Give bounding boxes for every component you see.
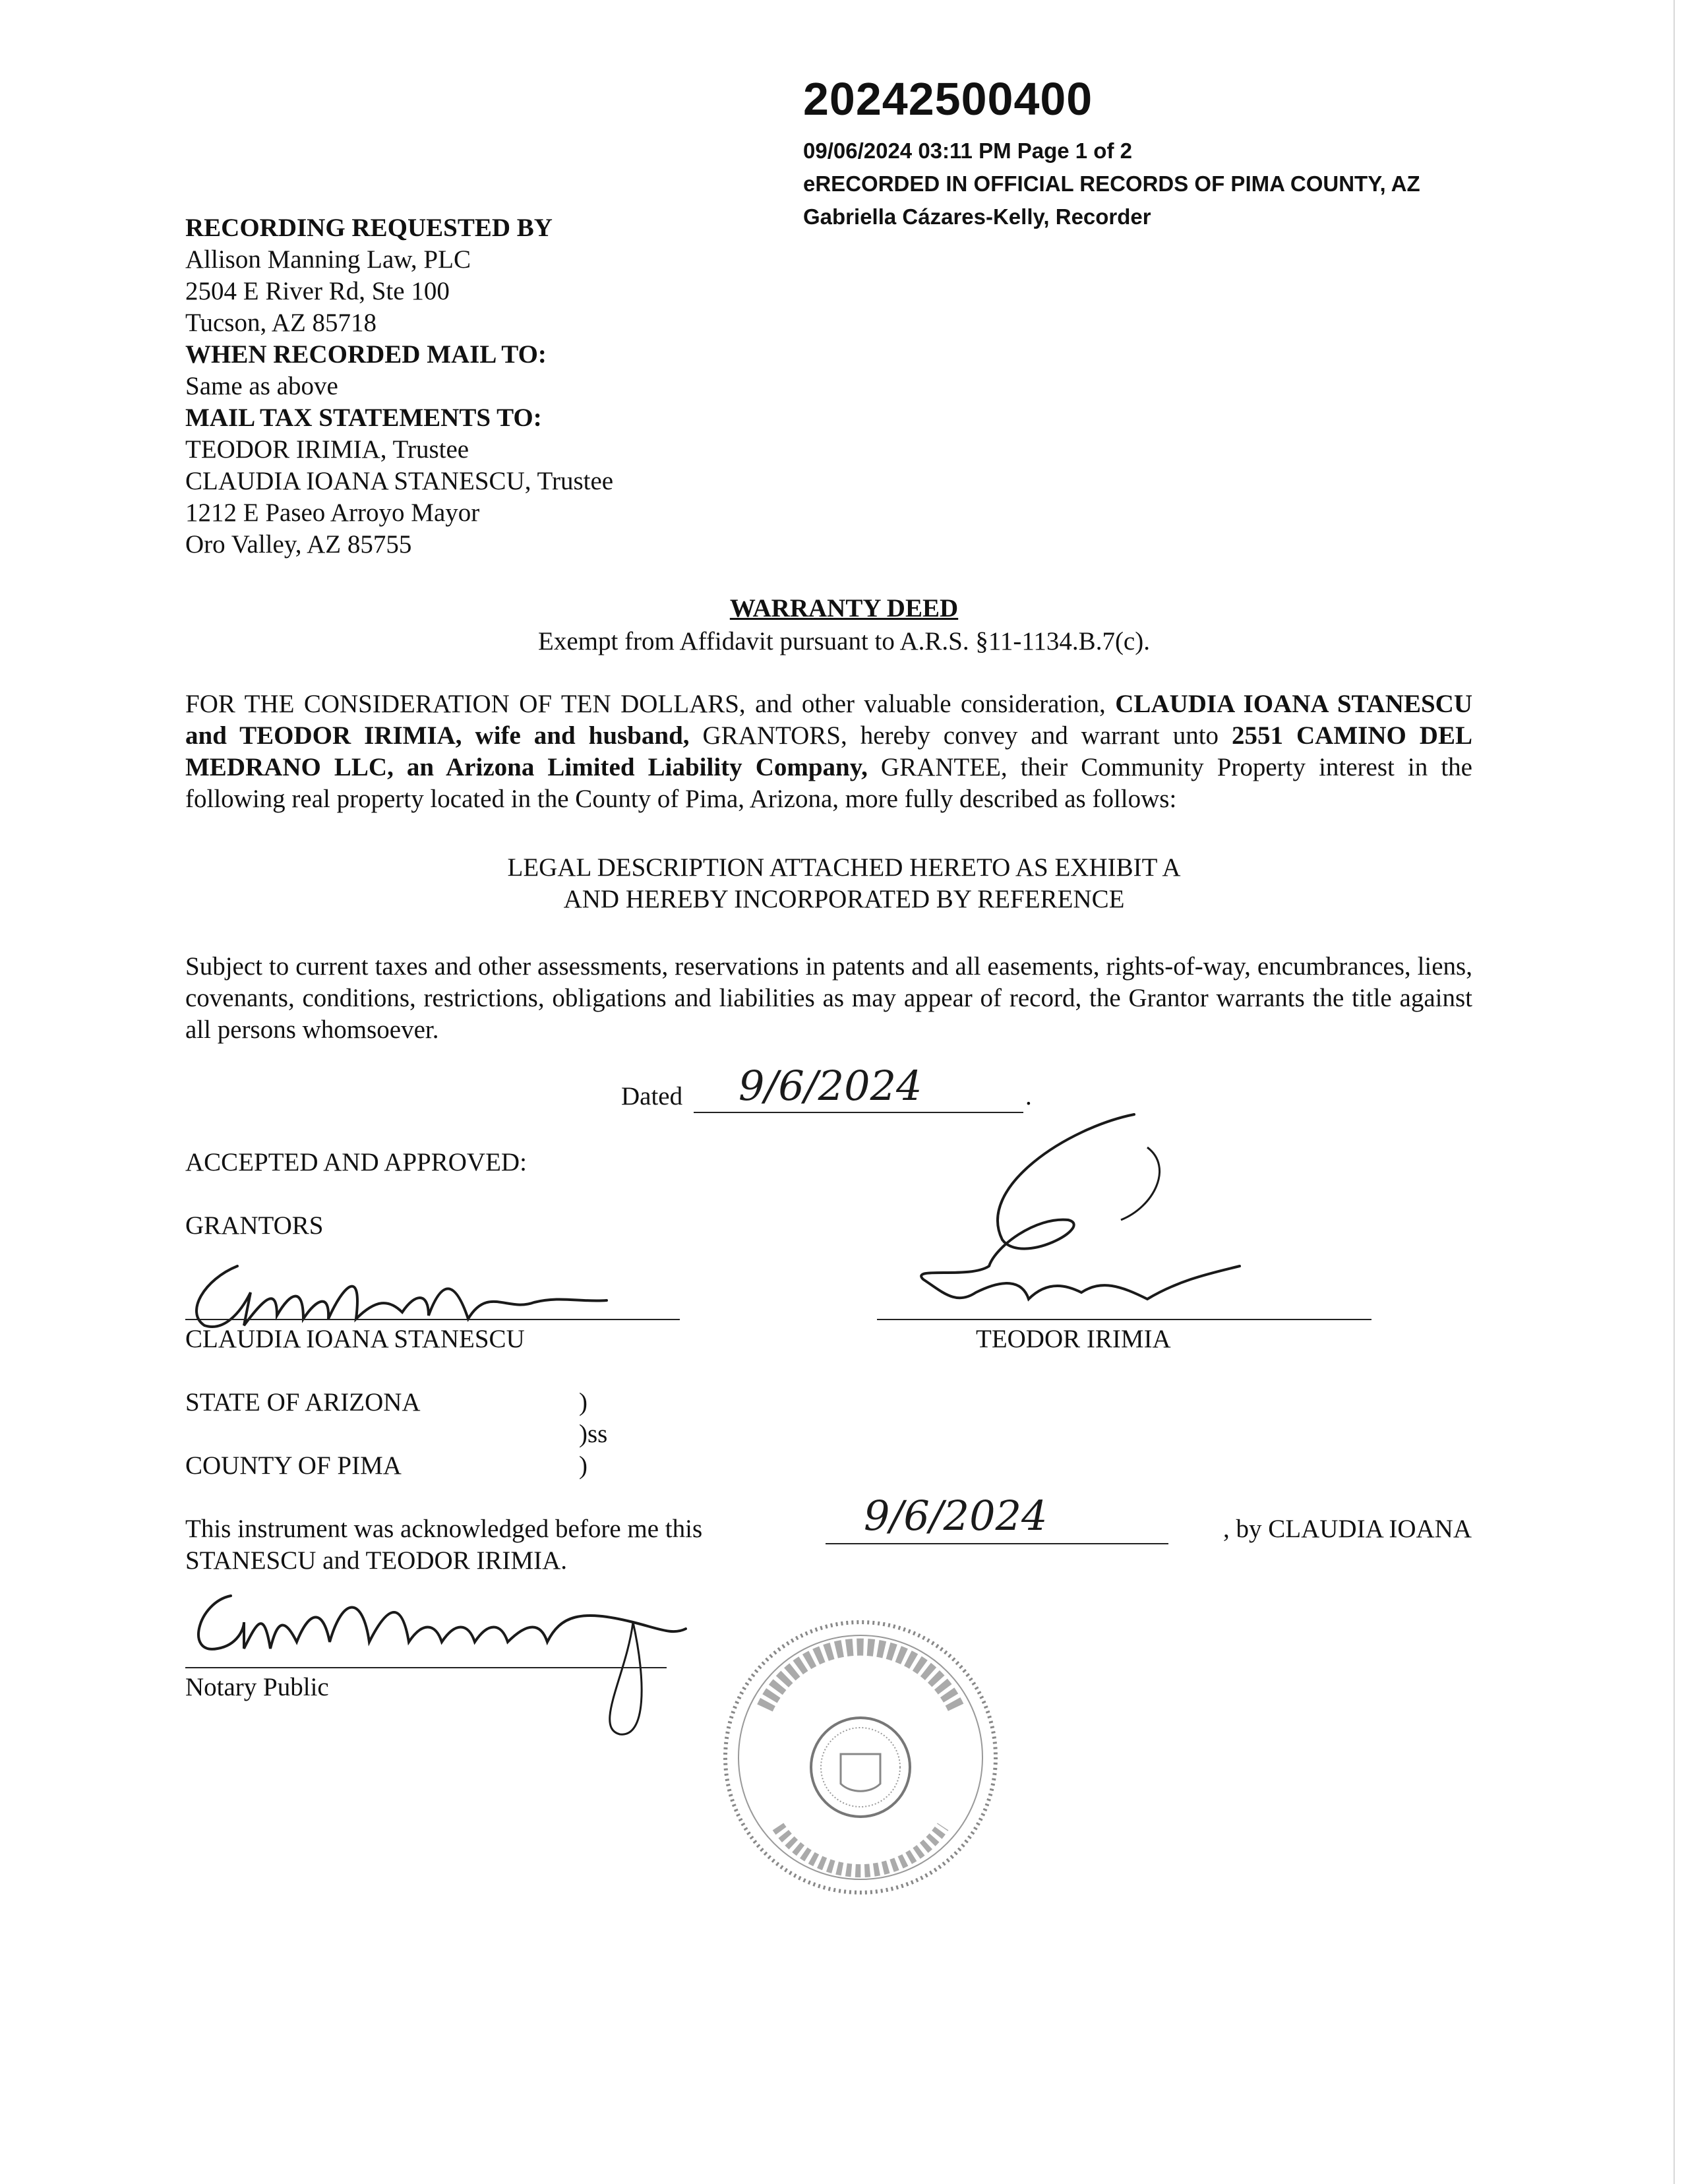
- acknowledgment-text-c: STANESCU and TEODOR IRIMIA.: [185, 1546, 567, 1575]
- acknowledgment-text-b: , by CLAUDIA IOANA: [1223, 1515, 1472, 1543]
- tax-statements-label: MAIL TAX STATEMENTS TO:: [185, 404, 542, 432]
- acknowledgment-text-a: This instrument was acknowledged before me this: [185, 1515, 703, 1543]
- recorder-name: Gabriella Cázares-Kelly, Recorder: [803, 204, 1151, 229]
- recording-number: 20242500400: [803, 73, 1093, 125]
- venue-ss: )ss: [579, 1420, 608, 1448]
- grantor1-name: CLAUDIA IOANA STANESCU: [185, 1325, 525, 1353]
- dated-label: Dated: [621, 1082, 683, 1110]
- ack-date-handwritten: 9/6/2024: [864, 1492, 1048, 1540]
- tax-address-1: 1212 E Paseo Arroyo Mayor: [185, 499, 480, 527]
- deed-title: WARRANTY DEED: [729, 594, 959, 622]
- accepted-label: ACCEPTED AND APPROVED:: [185, 1148, 527, 1176]
- firm-address-1: 2504 E River Rd, Ste 100: [185, 277, 450, 305]
- notary-public-label: Notary Public: [185, 1673, 329, 1701]
- county-label: COUNTY OF PIMA: [185, 1451, 402, 1480]
- legal-description-line-1: LEGAL DESCRIPTION ATTACHED HERETO AS EXHIBIT A: [507, 853, 1181, 882]
- tax-address-2: Oro Valley, AZ 85755: [185, 530, 412, 559]
- tax-name-2: CLAUDIA IOANA STANESCU, Trustee: [185, 467, 614, 495]
- recording-timestamp: 09/06/2024 03:11 PM Page 1 of 2: [803, 138, 1132, 163]
- grantor2-name: TEODOR IRIMIA: [976, 1325, 1171, 1353]
- deed-exemption: Exempt from Affidavit pursuant to A.R.S. §11-1134.B.7(c).: [538, 627, 1150, 655]
- mail-to-value: Same as above: [185, 372, 338, 400]
- mail-to-label: WHEN RECORDED MAIL TO:: [185, 340, 547, 369]
- notary-seal: [719, 1616, 1002, 1899]
- grantors-label: GRANTORS: [185, 1211, 324, 1240]
- tax-name-1: TEODOR IRIMIA, Trustee: [185, 435, 469, 464]
- state-label: STATE OF ARIZONA: [185, 1388, 421, 1416]
- venue-paren-1: ): [579, 1388, 588, 1416]
- scan-edge-line: [1673, 0, 1675, 2184]
- legal-description-line-2: AND HEREBY INCORPORATED BY REFERENCE: [563, 885, 1125, 913]
- venue-paren-2: ): [579, 1451, 588, 1480]
- consideration-paragraph: FOR THE CONSIDERATION OF TEN DOLLARS, and other valuable consideration, CLAUDIA IOANA STANESCU and TEODOR IRIMIA, wife and husband, GRANTORS, hereby convey and warrant unto 2551 CAMINO DEL MEDRANO LLC, an Arizona Limited Liability Company, GRANTEE, their Community Property interest in the following real property located in the County of Pima, Arizona, more fully described as follows:: [185, 690, 1472, 813]
- recording-requested-label: RECORDING REQUESTED BY: [185, 214, 553, 242]
- notary-signature-graphic: [171, 1583, 738, 1741]
- subject-to-paragraph: Subject to current taxes and other assessments, reservations in patents and all easements, rights-of-way, encumbrances, liens, covenants, conditions, restrictions, obligations and liabilities as may appear of record, the Grantor warrants the title against all persons whomsoever.: [185, 952, 1472, 1044]
- grantor2-signature-line: [877, 1319, 1372, 1320]
- firm-address-2: Tucson, AZ 85718: [185, 309, 377, 337]
- firm-name: Allison Manning Law, PLC: [185, 245, 471, 274]
- notary-signature-line: [185, 1667, 667, 1668]
- recorded-in-line: eRECORDED IN OFFICIAL RECORDS OF PIMA COUNTY, AZ: [803, 171, 1420, 196]
- ack-date-underline: [826, 1543, 1168, 1544]
- dated-handwritten: 9/6/2024: [738, 1062, 922, 1110]
- grantor2-signature-graphic: [870, 1108, 1266, 1332]
- grantor1-signature-line: [185, 1319, 680, 1320]
